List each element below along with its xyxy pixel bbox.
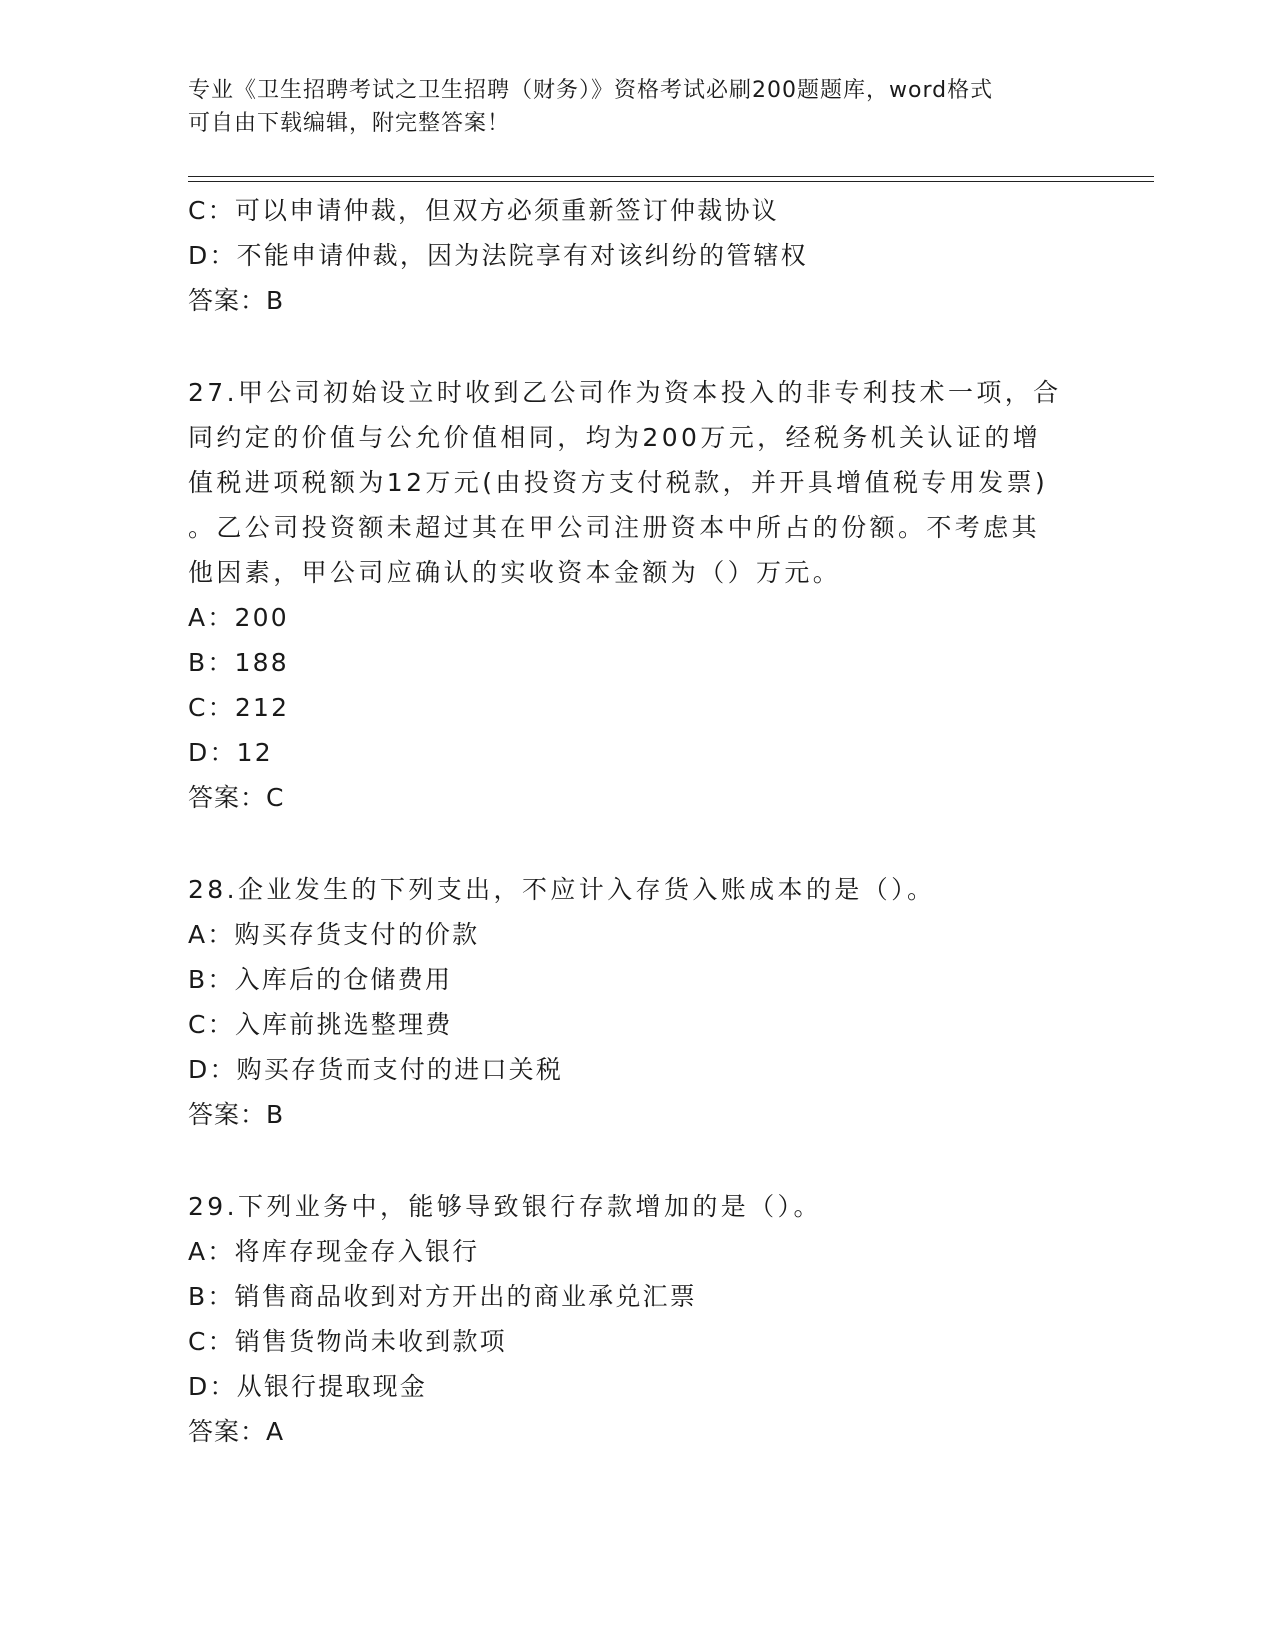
spacer [188, 820, 1088, 867]
question-list [188, 188, 1088, 1454]
option-a: A：200 [188, 603, 289, 632]
question-block-27 [188, 370, 1088, 820]
header-title-line-2: 可自由下载编辑，附完整答案！ [188, 111, 511, 136]
option-a: A：购买存货支付的价款 [188, 920, 480, 949]
question-block-29 [188, 1184, 1088, 1454]
option-d: D：12 [188, 738, 273, 767]
option-b: B：188 [188, 648, 289, 677]
answer-line: 答案：B [188, 1100, 285, 1129]
spacer [188, 323, 1088, 370]
question-stem-line: 值税进项税额为12万元(由投资方支付税款，并开具增值税专用发票) [188, 468, 1049, 497]
document-header [188, 74, 1088, 140]
option-d: D：购买存货而支付的进口关税 [188, 1055, 564, 1084]
question-block-26-continued [188, 188, 1088, 323]
option-d: D：从银行提取现金 [188, 1372, 428, 1401]
answer-line: 答案：B [188, 286, 285, 315]
option-b: B：入库后的仓储费用 [188, 965, 453, 994]
answer-line: 答案：C [188, 783, 285, 812]
question-stem-line: 同约定的价值与公允价值相同，均为200万元，经税务机关认证的增 [188, 423, 1042, 452]
option-a: A：将库存现金存入银行 [188, 1237, 480, 1266]
question-stem-line: 他因素，甲公司应确认的实收资本金额为（）万元。 [188, 558, 842, 587]
question-stem-line: 29.下列业务中，能够导致银行存款增加的是（）。 [188, 1192, 822, 1221]
option-c: C：入库前挑选整理费 [188, 1010, 453, 1039]
question-block-28 [188, 867, 1088, 1137]
option-c: C：212 [188, 693, 290, 722]
question-stem-line: 。乙公司投资额未超过其在甲公司注册资本中所占的份额。不考虑其 [188, 513, 1041, 542]
option-b: B：销售商品收到对方开出的商业承兑汇票 [188, 1282, 697, 1311]
question-stem-line: 27.甲公司初始设立时收到乙公司作为资本投入的非专利技术一项，合 [188, 378, 1062, 407]
spacer [188, 1137, 1088, 1184]
header-divider-top [188, 176, 1154, 177]
option-c: C：销售货物尚未收到款项 [188, 1327, 507, 1356]
header-title-line-1: 专业《卫生招聘考试之卫生招聘（财务）》资格考试必刷200题题库，word格式 [188, 78, 994, 103]
option-c: C：可以申请仲裁，但双方必须重新签订仲裁协议 [188, 196, 779, 225]
option-d: D：不能申请仲裁，因为法院享有对该纠纷的管辖权 [188, 241, 808, 270]
answer-line: 答案：A [188, 1417, 285, 1446]
header-divider-bottom [188, 181, 1154, 182]
question-stem-line: 28.企业发生的下列支出，不应计入存货入账成本的是（）。 [188, 875, 936, 904]
